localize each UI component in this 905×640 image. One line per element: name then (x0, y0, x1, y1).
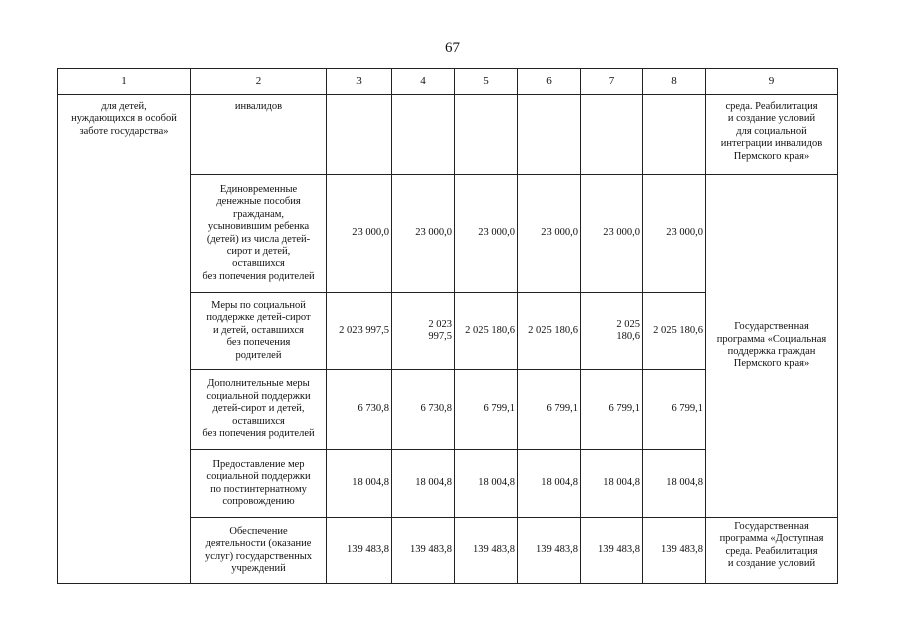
program-cell-merged: Государственная программа «Социальная поддержка граждан Пермского края» (706, 175, 838, 518)
value-cell: 139 483,8 (518, 518, 581, 584)
value-cell: 6 730,8 (392, 370, 455, 450)
column-header: 5 (455, 69, 518, 95)
value-cell: 139 483,8 (455, 518, 518, 584)
program-title-cell: для детей, нуждающихся в особой заботе государства» (58, 95, 191, 584)
value-cell: 18 004,8 (327, 450, 392, 518)
value-cell: 18 004,8 (455, 450, 518, 518)
column-header: 4 (392, 69, 455, 95)
value-cell: 18 004,8 (581, 450, 643, 518)
table-row (58, 95, 838, 175)
value-cell: 6 799,1 (518, 370, 581, 450)
value-cell (518, 95, 581, 175)
value-cell: 2 023 997,5 (392, 293, 455, 370)
table-header-row (58, 69, 838, 95)
value-cell (327, 95, 392, 175)
value-cell: 23 000,0 (518, 175, 581, 293)
value-cell: 6 730,8 (327, 370, 392, 450)
value-cell: 139 483,8 (327, 518, 392, 584)
value-cell: 139 483,8 (643, 518, 706, 584)
column-header: 3 (327, 69, 392, 95)
program-cell: Государственная программа «Доступная среда. Реабилитация и создание условий (706, 518, 838, 584)
budget-table (57, 68, 838, 584)
column-header: 2 (191, 69, 327, 95)
measure-name-cell: Дополнительные меры социальной поддержки детей-сирот и детей, оставшихся без попечения родителей (191, 370, 327, 450)
column-header: 9 (706, 69, 838, 95)
value-cell: 2 025 180,6 (643, 293, 706, 370)
value-cell: 2 025 180,6 (455, 293, 518, 370)
value-cell: 6 799,1 (455, 370, 518, 450)
value-cell (455, 95, 518, 175)
value-cell: 139 483,8 (392, 518, 455, 584)
column-header: 7 (581, 69, 643, 95)
column-header: 8 (643, 69, 706, 95)
value-cell: 2 023 997,5 (327, 293, 392, 370)
column-header: 6 (518, 69, 581, 95)
value-cell: 23 000,0 (327, 175, 392, 293)
value-cell (643, 95, 706, 175)
column-header: 1 (58, 69, 191, 95)
value-cell: 23 000,0 (455, 175, 518, 293)
measure-name-cell: Единовременные денежные пособия гражданам, усыновившим ребенка (детей) из числа детей- сирот и детей, оставшихся без попечения родителей (191, 175, 327, 293)
value-cell: 139 483,8 (581, 518, 643, 584)
value-cell: 18 004,8 (643, 450, 706, 518)
value-cell: 6 799,1 (643, 370, 706, 450)
measure-name-cell: Меры по социальной поддержке детей-сирот и детей, оставшихся без попечения родителей (191, 293, 327, 370)
value-cell: 2 025 180,6 (518, 293, 581, 370)
program-cell: среда. Реабилитация и создание условий для социальной интеграции инвалидов Пермского края» (706, 95, 838, 175)
value-cell: 18 004,8 (392, 450, 455, 518)
value-cell: 18 004,8 (518, 450, 581, 518)
value-cell: 23 000,0 (392, 175, 455, 293)
value-cell: 2 025 180,6 (581, 293, 643, 370)
value-cell: 23 000,0 (581, 175, 643, 293)
value-cell (581, 95, 643, 175)
page-number: 67 (445, 40, 460, 56)
measure-name-cell: Предоставление мер социальной поддержки по постинтернатному сопровождению (191, 450, 327, 518)
value-cell: 6 799,1 (581, 370, 643, 450)
measure-name-cell: инвалидов (191, 95, 327, 175)
value-cell (392, 95, 455, 175)
measure-name-cell: Обеспечение деятельности (оказание услуг) государственных учреждений (191, 518, 327, 584)
value-cell: 23 000,0 (643, 175, 706, 293)
